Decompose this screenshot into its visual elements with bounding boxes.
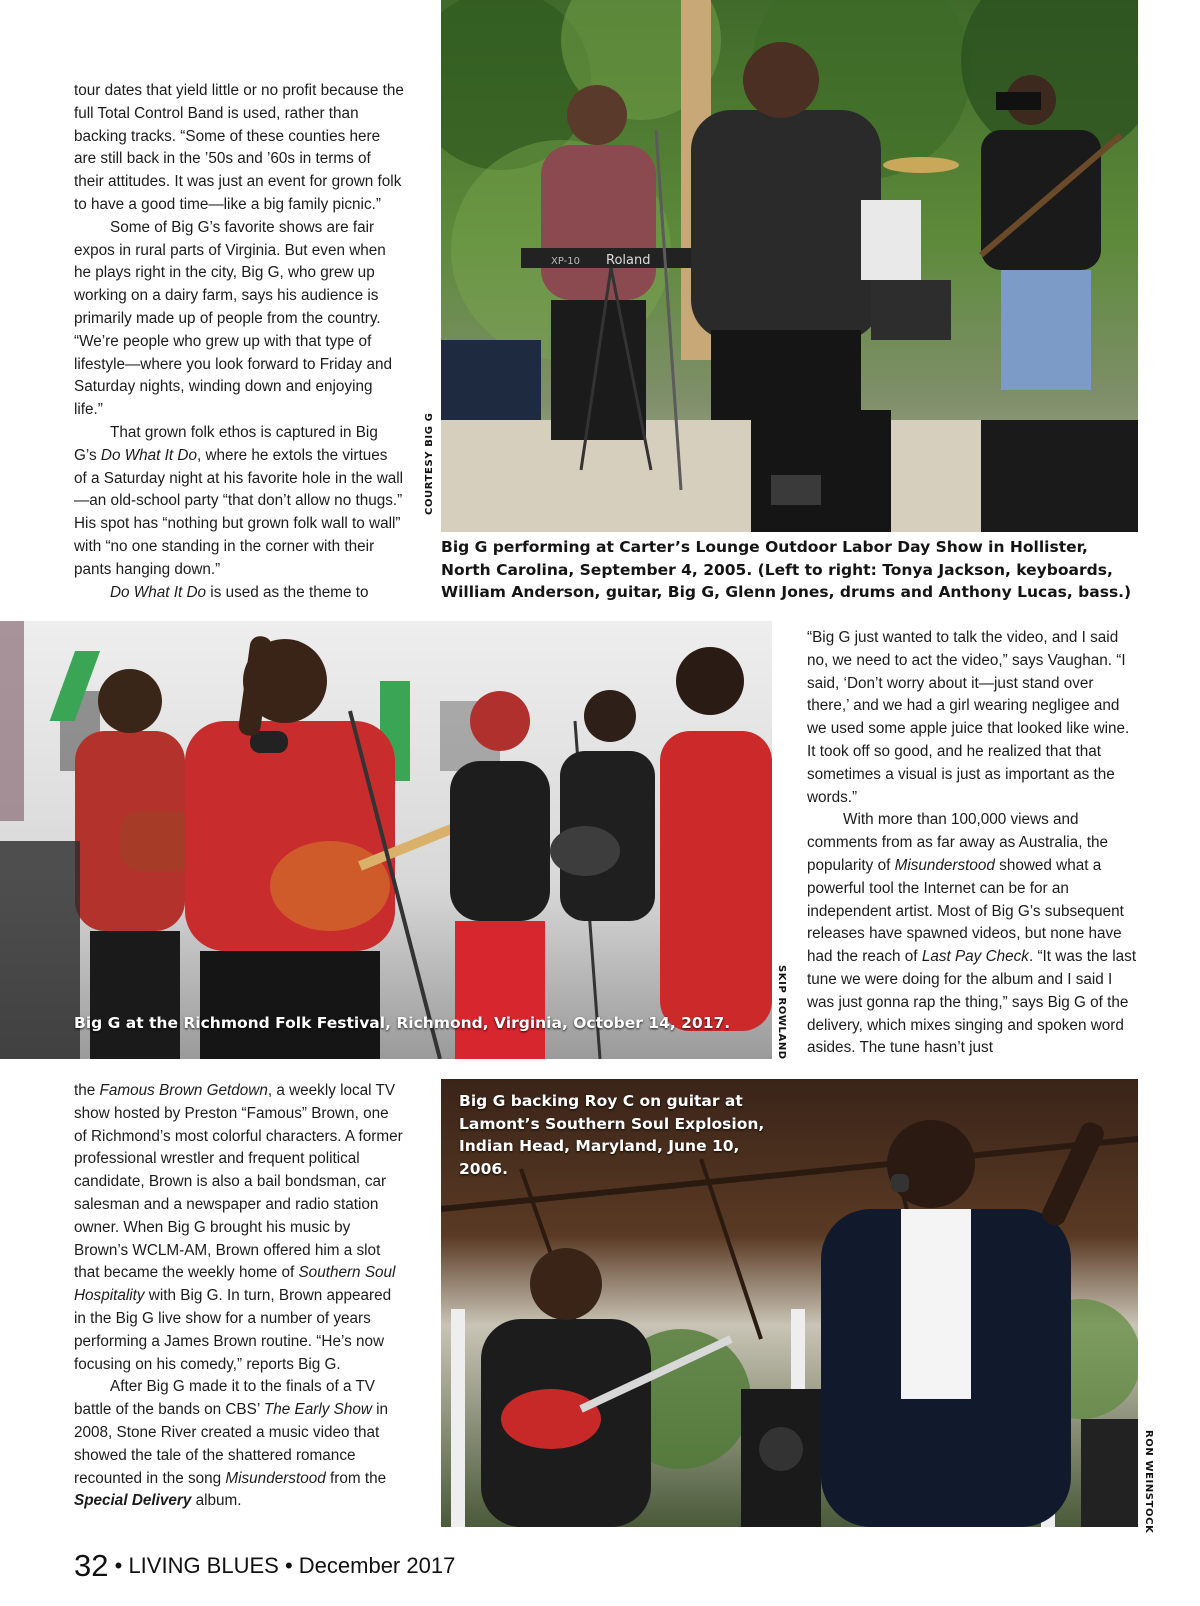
text-run: . “It was the last tune we were doing for the album and I said I was just gonna rap the thing,” says Big G of the delivery, which mixes singing and spoken word asides. The tune hasn’t just (807, 948, 1137, 1057)
article-column-bottom-left (74, 1080, 404, 1513)
text-run: showed what a powerful tool the Internet can be for an independent artist. Most of Big G’s subsequent releases have spawned videos, but none have had the reach of (807, 856, 1124, 966)
article-paragraph (74, 80, 404, 217)
footer-separator-1: • (114, 1553, 123, 1578)
caption-southern-soul-explosion: Big G backing Roy C on guitar at Lamont’s Southern Soul Explosion, Indian Head, Maryland, June 10, 2006. (459, 1092, 765, 1178)
text-run: tour dates that yield little or no profit because the full Total Control Band is used, rather than backing tracks. “Some of these counties here are still back in the ’50s and ’60s in terms of their attitudes. It was just an event for grown folk to have a good time—like a big family picnic.” (74, 82, 404, 213)
title-reference: Southern Soul Hospitality (74, 1264, 396, 1305)
article-paragraph (74, 422, 404, 582)
caption-carters-lounge: Big G performing at Carter’s Lounge Outdoor Labor Day Show in Hollister, North Carolina, September 4, 2005. (Left to right: Tonya Jackson, keyboards, William Anderson, guitar, Big G, Glenn Jones, drums and Anthony Lucas, bass.) (441, 538, 1132, 602)
text-run: from the (325, 1469, 387, 1487)
photo-carters-lounge-image (441, 0, 1138, 532)
photo-credit-courtesy: COURTESY BIG G (424, 412, 435, 515)
text-run: the (74, 1082, 100, 1099)
text-run: That grown folk ethos is captured in Big G’s (74, 423, 378, 464)
text-run: , where he extols the virtues of a Saturday night at his favorite hole in the wall—an old-school party “that don’t allow no thugs.” His spot has “nothing but grown folk wall to wall” with “no one standing in the corner with their pants hanging down.” (74, 446, 404, 578)
keyboard-model: XP-10 (551, 256, 580, 267)
photo-credit-skip-rowland: SKIP ROWLAND (776, 965, 787, 1060)
photo-credit-ron-weinstock: RON WEINSTOCK (1143, 1430, 1154, 1534)
title-reference: Do What It Do (100, 446, 197, 464)
footer-issue-date: December 2017 (298, 1553, 456, 1578)
article-paragraph (807, 809, 1137, 1060)
text-run: Some of Big G’s favorite shows are fair expos in rural parts of Virginia. But even when he plays right in the city, Big G, who grew up working on a dairy farm, says his audience is primarily made up of people from the country. “We’re people who grew up with that type of lifestyle—where you look forward to Friday and Saturday nights, winding down and enjoying life.” (74, 218, 392, 419)
text-run: After Big G made it to the finals of a TV battle of the bands on CBS’ (74, 1378, 375, 1419)
article-column-top-left (74, 80, 404, 604)
article-paragraph (807, 627, 1137, 809)
article-paragraph (74, 1080, 404, 1376)
title-reference: Misunderstood (225, 1469, 326, 1487)
title-reference: The Early Show (263, 1401, 372, 1419)
page-footer (74, 1548, 455, 1584)
article-column-middle-right (807, 627, 1137, 1060)
title-reference: Last Pay Check (921, 948, 1029, 966)
title-reference: Do What It Do (110, 583, 207, 601)
title-reference: Misunderstood (894, 856, 995, 874)
text-run: is used as the theme to (206, 583, 369, 601)
photo-richmond-folk-festival (0, 621, 772, 1059)
text-run: album. (191, 1492, 242, 1510)
caption-richmond-folk-festival: Big G at the Richmond Folk Festival, Richmond, Virginia, October 14, 2017. (74, 1014, 731, 1032)
page-number: 32 (74, 1548, 109, 1583)
text-run: “Big G just wanted to talk the video, and I said no, we need to act the video,” says Vaughan. “I said, ‘Don’t worry about it—just stand over there,’ and we had a girl wearing negligee and we used some apple juice that looked like wine. It took off so good, and he realized that that sometimes a visual is just as important as the words.” (807, 629, 1130, 806)
keyboard-brand: Roland (606, 253, 651, 268)
text-run: in 2008, Stone River created a music video that showed the tale of the shattered romance recounted in the song (74, 1401, 389, 1487)
text-run: With more than 100,000 views and comments from as far away as Australia, the popularity of (807, 811, 1108, 874)
footer-separator-2: • (284, 1553, 293, 1578)
photo-richmond-folk-festival-image (0, 621, 772, 1059)
article-paragraph (74, 217, 404, 422)
photo-carters-lounge (441, 0, 1138, 532)
title-reference: Special Delivery (74, 1492, 192, 1510)
text-run: , a weekly local TV show hosted by Preston “Famous” Brown, one of Richmond’s most colorful characters. A former professional wrestler and frequent political candidate, Brown is also a bail bondsman, car salesman and a newspaper and radio station owner. When Big G brought his music by Brown’s WCLM-AM, Brown offered him a slot that became the weekly home of (74, 1082, 403, 1282)
article-paragraph (74, 1376, 404, 1513)
article-paragraph (74, 582, 404, 605)
title-reference: Famous Brown Getdown (99, 1082, 268, 1099)
text-run: with Big G. In turn, Brown appeared in the Big G live show for a number of years performing a James Brown routine. “He’s now focusing on his comedy,” reports Big G. (74, 1287, 392, 1373)
footer-magazine-name: LIVING BLUES (128, 1553, 279, 1578)
